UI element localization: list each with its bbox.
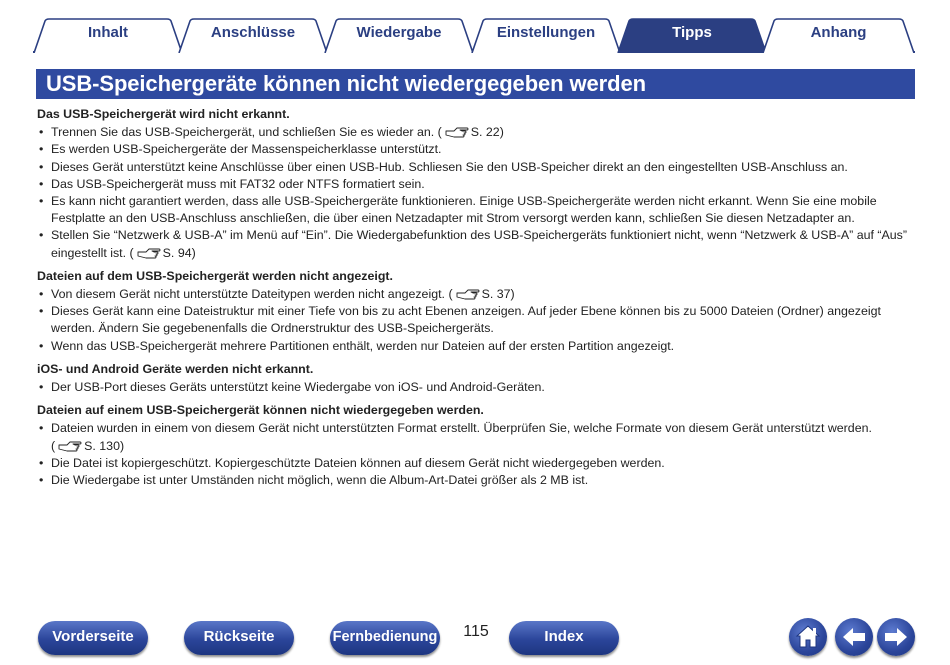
tab-inhalt[interactable]: [33, 18, 183, 53]
bullet-list: [37, 379, 917, 396]
tab-einstellungen[interactable]: [471, 18, 621, 53]
list-item: [37, 286, 917, 303]
page-reference-link[interactable]: ( S. 130): [51, 438, 125, 453]
bullet-list: [37, 286, 917, 355]
page-reference-text: S. 94: [162, 245, 192, 260]
list-item-text: Der USB-Port dieses Geräts unterstützt keine Wiedergabe von iOS- und Android-Geräten.: [51, 380, 545, 395]
pointing-hand-icon: [137, 247, 161, 259]
list-item: [37, 124, 917, 141]
list-item-text: Dieses Gerät kann eine Dateistruktur mit einer Tiefe von bis zu acht Ebenen anzeigen. Auf jeder Ebene können bis zu 5000 Dateien (Ordner) angezeigt werden. Ändern Sie gegebenenfalls die Ordnerstruktur des USB-Speichergeräts.: [51, 304, 881, 336]
pointing-hand-icon: [456, 288, 480, 300]
list-item: [37, 159, 917, 176]
tab-label: Anschlüsse: [210, 24, 296, 41]
pointing-hand-icon: [58, 440, 82, 452]
index-button[interactable]: Index: [509, 621, 619, 655]
home-button[interactable]: [789, 618, 827, 656]
tab-label: Wiedergabe: [356, 24, 442, 41]
page-reference-link[interactable]: ( S. 94): [129, 245, 196, 260]
list-item-text: Von diesem Gerät nicht unterstützte Dateitypen werden nicht angezeigt.: [51, 287, 445, 302]
list-item-text: Die Datei ist kopiergeschützt. Kopiergeschützte Dateien können auf diesem Gerät nicht wiedergegeben werden.: [51, 455, 665, 470]
page-title: USB-Speichergeräte können nicht wiedergegeben werden: [46, 71, 646, 96]
list-item-text: Das USB-Speichergerät muss mit FAT32 oder NTFS formatiert sein.: [51, 176, 425, 191]
tab-tipps[interactable]: [617, 18, 767, 53]
content-area: [37, 106, 917, 495]
tab-label: Tipps: [672, 24, 712, 41]
list-item: [37, 193, 917, 227]
back-button[interactable]: [835, 618, 873, 656]
list-item-text: Dateien wurden in einem von diesem Gerät nicht unterstützten Format erstellt. Überprüfen Sie, welche Formate von diesem Gerät unterstützt werden.: [51, 421, 872, 436]
page-reference-link[interactable]: ( S. 37): [448, 287, 515, 302]
arrow-left-icon: [835, 618, 873, 656]
rueckseite-button[interactable]: Rückseite: [184, 621, 294, 655]
bullet-list: [37, 124, 917, 262]
bullet-list: [37, 420, 917, 489]
pointing-hand-icon: [445, 126, 469, 138]
section-heading: Das USB-Speichergerät wird nicht erkannt.: [37, 107, 290, 121]
page-reference-text: S. 37: [481, 287, 511, 302]
list-item: [37, 379, 917, 396]
tab-label: Einstellungen: [496, 24, 596, 41]
list-item: [37, 141, 917, 158]
tab-anhang[interactable]: [762, 18, 915, 53]
title-bar: [36, 69, 915, 99]
tab-anschl-sse[interactable]: [178, 18, 328, 53]
section-heading: Dateien auf dem USB-Speichergerät werden nicht angezeigt.: [37, 268, 393, 283]
list-item: [37, 420, 917, 454]
list-item: [37, 455, 917, 472]
list-item: [37, 472, 917, 489]
section: [37, 361, 917, 396]
home-icon: [789, 618, 827, 656]
list-item: [37, 176, 917, 193]
section-heading: Dateien auf einem USB-Speichergerät können nicht wiedergegeben werden.: [37, 403, 484, 418]
list-item-text: Die Wiedergabe ist unter Umständen nicht möglich, wenn die Album-Art-Datei größer als 2 MB ist.: [51, 473, 589, 488]
list-item-text: Trennen Sie das USB-Speichergerät, und schließen Sie es wieder an.: [51, 125, 435, 140]
fernbedienung-button[interactable]: Fernbedienung: [330, 621, 440, 655]
list-item-text: Es werden USB-Speichergeräte der Massenspeicherklasse unterstützt.: [51, 142, 442, 157]
arrow-right-icon: [877, 618, 915, 656]
forward-button[interactable]: [877, 618, 915, 656]
section: [37, 106, 917, 262]
vorderseite-button[interactable]: Vorderseite: [38, 621, 148, 655]
list-item-text: Es kann nicht garantiert werden, dass alle USB-Speichergeräte funktionieren. Einige USB-Speichergeräte werden nicht erkannt. Wenn Sie eine mobile Festplatte an den USB-Anschluss anschließen, die über einen Netzadapter mit Strom versorgt werden kann, schließen Sie diesen Netzadapter an.: [51, 194, 877, 226]
list-item-text: Stellen Sie “Netzwerk & USB-A” im Menü auf “Ein”. Die Wiedergabefunktion des USB-Speichergeräts funktioniert nicht, wenn “Netzwerk & USB-A” auf “Aus” eingestellt ist.: [51, 228, 907, 260]
list-item-text: Dieses Gerät unterstützt keine Anschlüsse über einen USB-Hub. Schliesen Sie den USB-Speicher direkt an den eingestellten USB-Anschluss an.: [51, 159, 848, 174]
list-item: [37, 227, 917, 261]
tab-wiedergabe[interactable]: [324, 18, 474, 53]
page-reference-text: S. 22: [470, 125, 500, 140]
section-heading: iOS- und Android Geräte werden nicht erkannt.: [37, 361, 314, 376]
page-number: 115: [463, 623, 489, 640]
section: [37, 402, 917, 489]
list-item: [37, 338, 917, 355]
section: [37, 268, 917, 355]
list-item-text: Wenn das USB-Speichergerät mehrere Partitionen enthält, werden nur Dateien auf der ersten Partition angezeigt.: [51, 338, 675, 353]
page-reference-link[interactable]: ( S. 22): [437, 125, 504, 140]
list-item: [37, 303, 917, 337]
tab-bar: [0, 0, 950, 56]
tab-label: Anhang: [810, 24, 867, 41]
page-reference-text: S. 130: [84, 438, 120, 453]
tab-label: Inhalt: [88, 24, 128, 41]
